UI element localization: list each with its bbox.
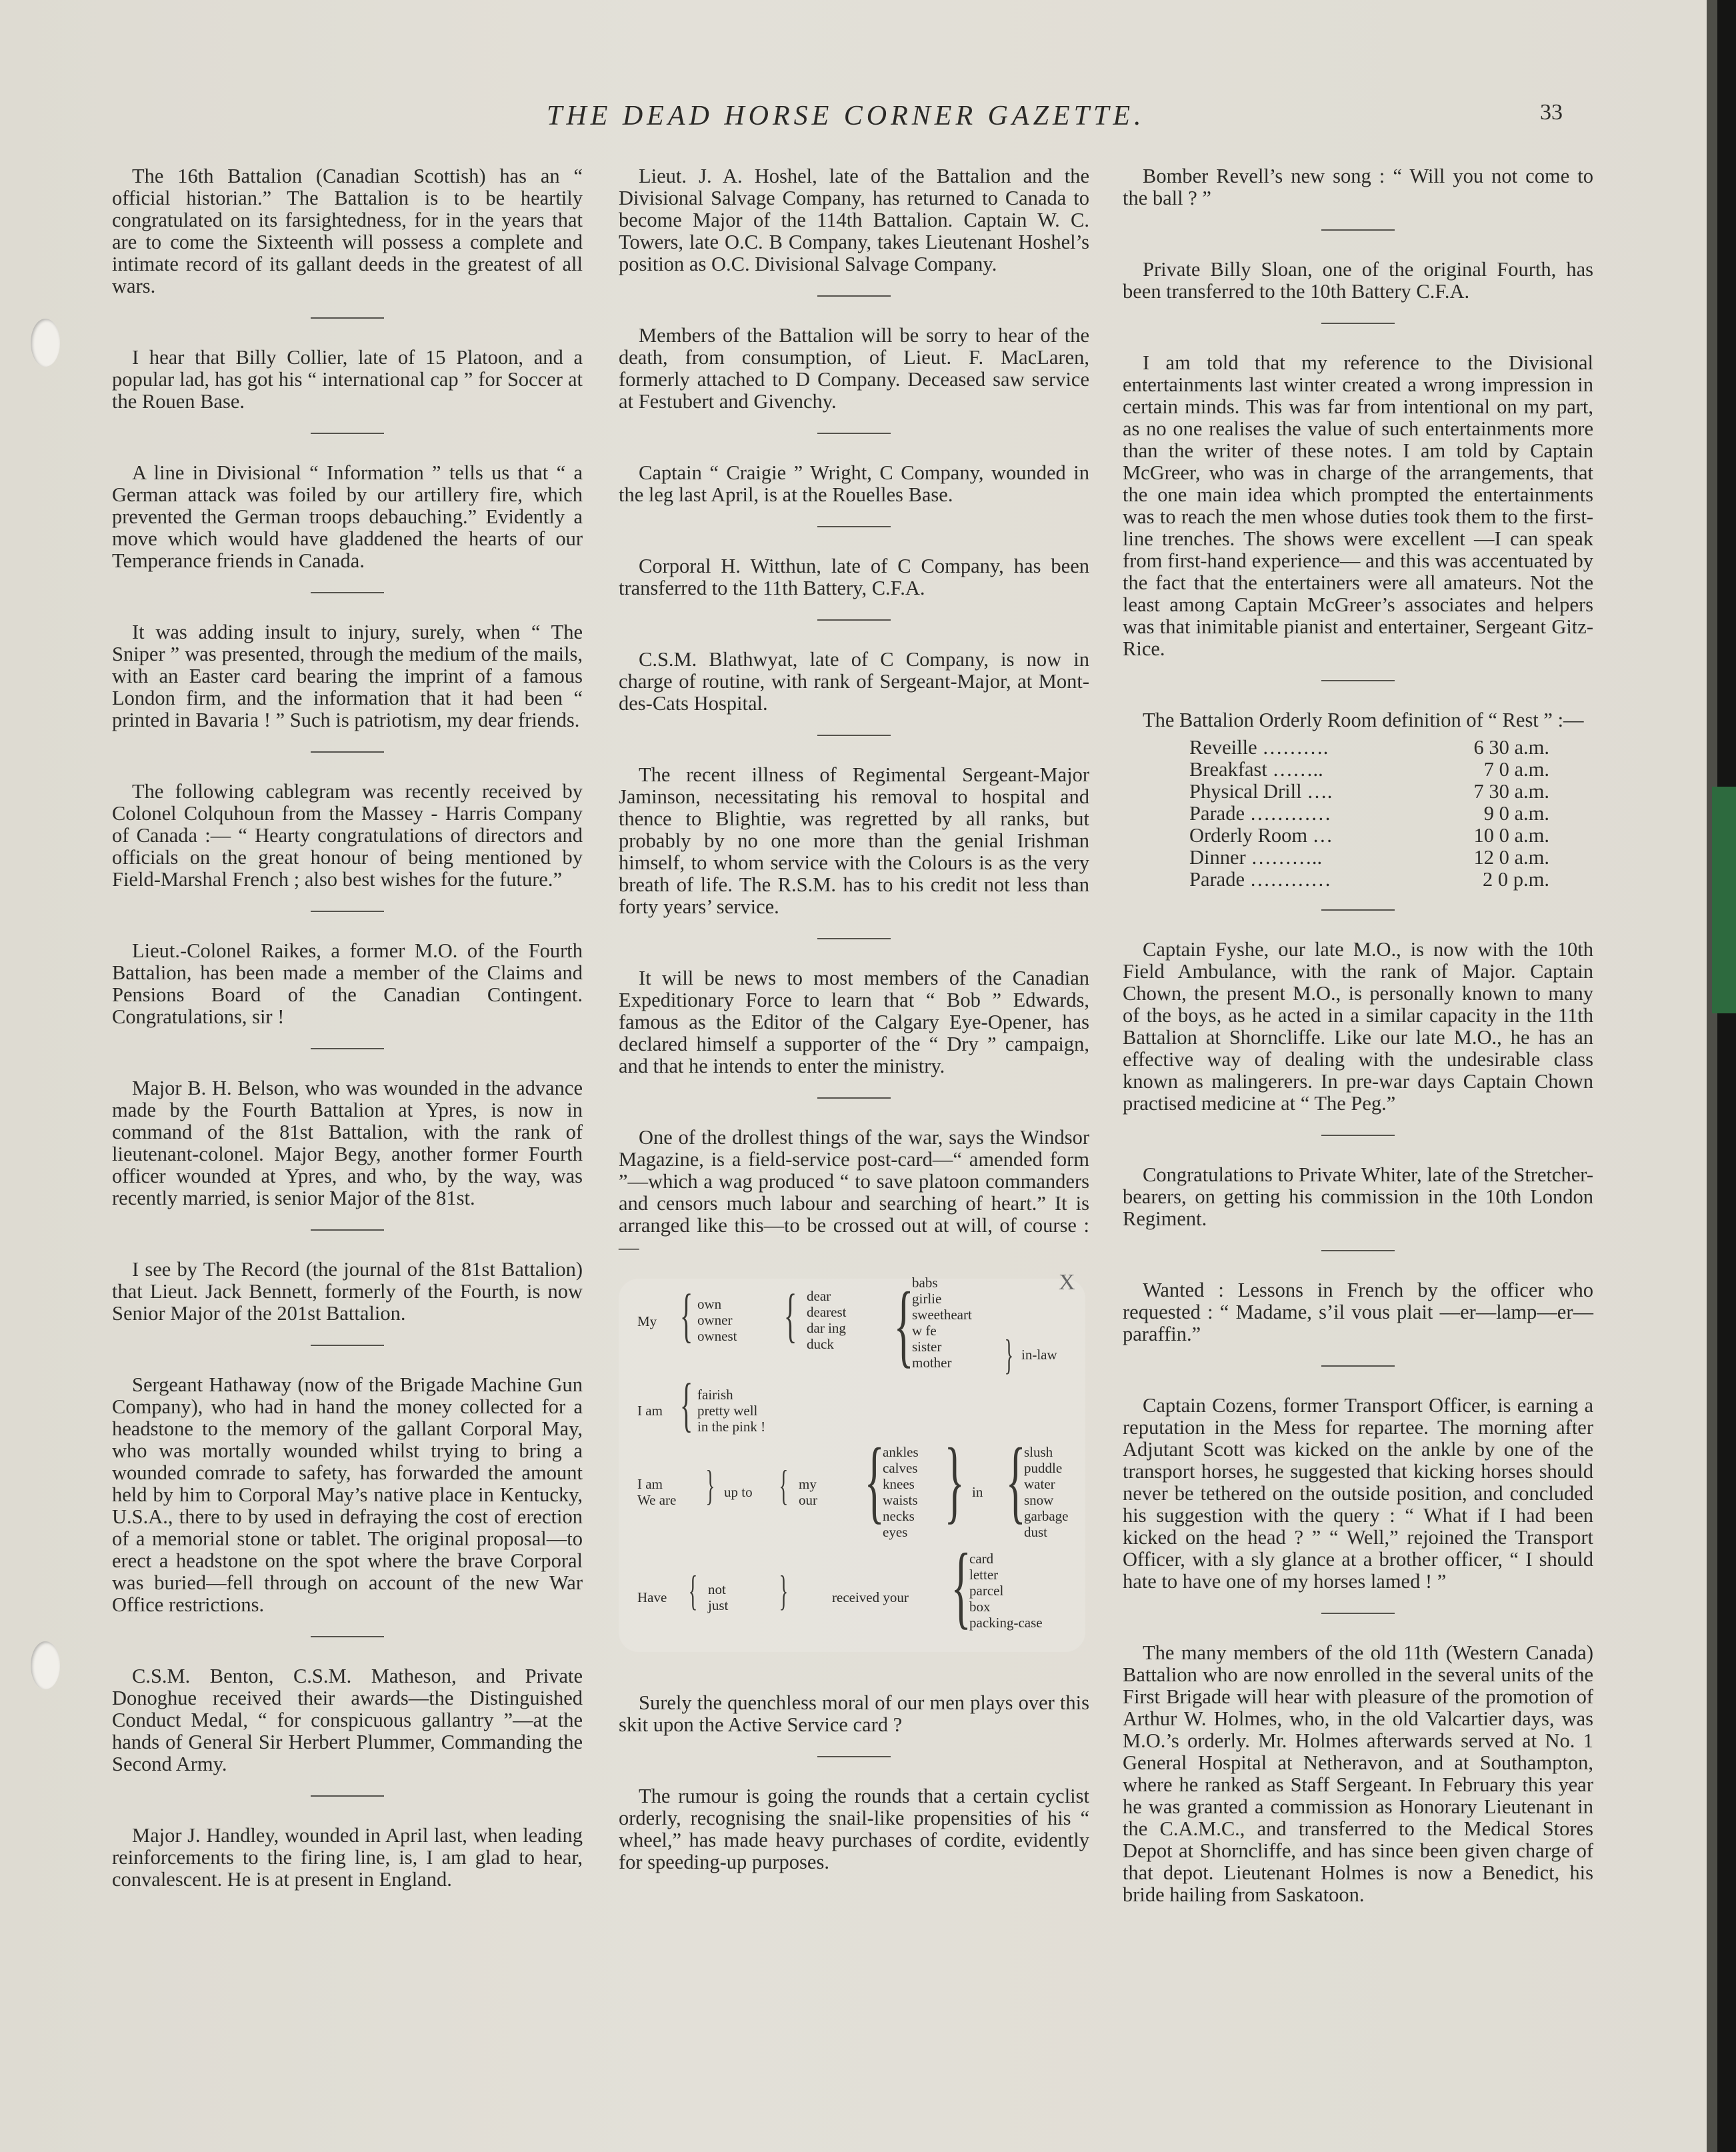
paragraph: Members of the Battalion will be sorry to hear of the death, from consumption, of Lieut. F. MacLaren, formerly attached to D Company. Deceased saw service at Festubert and Givenchy. (619, 324, 1089, 413)
separator-rule (1321, 323, 1395, 324)
paragraph: The rumour is going the rounds that a certain cyclist orderly, recognising the snail-like propensities of his “ wheel,” has made heavy purchases of cordite, evidently for speeding-up purposes. (619, 1785, 1089, 1873)
paragraph: Captain Cozens, former Transport Officer, is earning a reputation in the Mess for repartee. The morning after Adjutant Scott was kicked on the ankle by one of the transport horses, he suggested that kicking horses should never be tethered on the outside position, and concluded his suggestion with the query : “ What if I had been kicked on the head ? ” “ Well,” rejoined the Transport Officer, with a sly glance at a brother officer, “ I should hate to have one of my horses lamed ! ” (1123, 1394, 1593, 1593)
page-title: THE DEAD HORSE CORNER GAZETTE. (547, 101, 1145, 131)
schedule-row: Physical Drill …. 7 30 a.m. (1189, 780, 1549, 803)
separator-rule (311, 911, 384, 912)
form-label: I am (637, 1476, 663, 1492)
paragraph: The recent illness of Regimental Sergeant-Major Jaminson, necessitating his removal to hospital and thence to Blightie, was regretted by all ranks, but probably by no one more than the genial Irishman himself, to whom service with the Colours is as the very breath of life. The R.S.M. has to his credit not less than forty years’ service. (619, 763, 1089, 918)
paragraph: Private Billy Sloan, one of the original Fourth, has been transferred to the 10th Battery C.F.A. (1123, 258, 1593, 303)
paragraph: I see by The Record (the journal of the 81st Battalion) that Lieut. Jack Bennett, formerly of the Fourth, is now Senior Major of the 201st Battalion. (112, 1258, 583, 1325)
separator-rule (311, 433, 384, 434)
separator-rule (817, 526, 891, 527)
separator-rule (311, 1636, 384, 1637)
separator-rule (311, 317, 384, 319)
separator-rule (817, 1756, 891, 1757)
left-brace-icon: { (893, 1273, 914, 1377)
paragraph: Major B. H. Belson, who was wounded in the advance made by the Fourth Battalion at Ypres, is now in command of the 81st Battalion, with the rank of lieutenant-colonel. Major Begy, another former Fourth officer wounded at Ypres, and who, by the way, was recently married, is senior Major of the 81st. (112, 1077, 583, 1209)
paragraph: The following cablegram was recently received by Colonel Colquhoun from the Massey - Harris Company of Canada :— “ Hearty congratulations of directors and officials on the great honour of being mentioned by Field-Marshal French ; also best wishes for the future.” (112, 780, 583, 891)
paragraph: C.S.M. Benton, C.S.M. Matheson, and Private Donoghue received their awards—the Distinguished Conduct Medal, “ for conspicuous gallantry ”—at the hands of General Sir Herbert Plummer, Commanding the Second Army. (112, 1665, 583, 1775)
right-brace-icon: } (944, 1429, 965, 1533)
paragraph: A line in Divisional “ Information ” tells us that “ a German attack was foiled by our artillery fire, which prevented the German troops debauching.” Evidently a move which would have gladdened the hearts of our Temperance friends in Canada. (112, 461, 583, 572)
column-1 (112, 165, 583, 1911)
paragraph: I am told that my reference to the Divisional entertainments last winter created a wrong impression in certain minds. This was far from intentional on my part, as no one realises the value of such entertainments more than the writer of these notes. I am told by Captain McGreer, who was in charge of the arrangements, that the one main idea which prompted the entertainments was to reach the men whose duties took them to the first-line trenches. The shows were excellent —I can speak from first-hand experience— and this was accentuated by the fact that the entertainers were all amateurs. Not the least among Captain McGreer’s associates and helpers was that inimitable pianist and entertainer, Sergeant Gitz-Rice. (1123, 351, 1593, 660)
left-brace-icon: { (951, 1535, 971, 1638)
separator-rule (1321, 1250, 1395, 1251)
separator-rule (311, 1048, 384, 1049)
rest-schedule (1189, 737, 1549, 891)
form-label: We are (637, 1492, 677, 1508)
separator-rule (1321, 229, 1395, 231)
pencil-mark: X (1059, 1270, 1075, 1295)
separator-rule (817, 735, 891, 736)
separator-rule (1321, 680, 1395, 681)
separator-rule (311, 1345, 384, 1346)
paragraph: Congratulations to Private Whiter, late of the Stretcher-bearers, on getting his commission in the 10th London Regiment. (1123, 1163, 1593, 1230)
separator-rule (817, 938, 891, 939)
separator-rule (311, 1795, 384, 1797)
paragraph: Wanted : Lessons in French by the officer who requested : “ Madame, s’il vous plait —er—lamp—er—paraffin.” (1123, 1279, 1593, 1345)
paragraph: The many members of the old 11th (Western Canada) Battalion who are now enrolled in the several units of the First Brigade will hear with pleasure of the promotion of Arthur W. Holmes, who, in the old Valcartier days, was M.O.’s orderly. Mr. Holmes afterwards served at No. 1 General Hospital at Netheravon, and at Southampton, where he ranked as Staff Sergeant. In February this year he was granted a commission as Honorary Lieutenant in the C.A.M.C., and transferred to the Medical Stores Depot at Shorncliffe, and has since been given charge of that depot. Lieutenant Holmes is now a Benedict, his bride hailing from Saskatoon. (1123, 1641, 1593, 1906)
left-brace-icon: { (864, 1429, 885, 1533)
separator-rule (1321, 909, 1395, 911)
paragraph: Major J. Handley, wounded in April last, when leading reinforcements to the firing line, is, I am glad to hear, convalescent. He is at present in England. (112, 1824, 583, 1891)
paragraph: The 16th Battalion (Canadian Scottish) has an “ official historian.” The Battalion is to be heartily congratulated on its farsightedness, for in the years that are to come the Sixteenth will possess a complete and intimate record of its gallant deeds in the greatest of all wars. (112, 165, 583, 297)
paragraph: Sergeant Hathaway (now of the Brigade Machine Gun Company), who had in hand the money collected for a headstone to the memory of the gallant Corporal May, who was mortally wounded whilst trying to bring a wounded comrade to safety, has forwarded the amount held by him to Corporal May’s native place in Kentucky, U.S.A., there to by used in defraying the cost of erection of a memorial stone or tablet. The original proposal—to erect a headstone on the spot where the brave Corporal was buried—fell through on account of the new War Office restrictions. (112, 1373, 583, 1616)
separator-rule (311, 592, 384, 593)
paragraph: Surely the quenchless moral of our men plays over this skit upon the Active Service card ? (619, 1691, 1089, 1736)
paragraph: It will be news to most members of the Canadian Expeditionary Force to learn that “ Bob ” Edwards, famous as the Editor of the Calgary Eye-Opener, has declared himself a supporter of the “ Dry ” campaign, and that he intends to enter the ministry. (619, 967, 1089, 1077)
column-3 (1123, 165, 1593, 1926)
separator-rule (817, 295, 891, 297)
left-brace-icon: { (679, 1283, 693, 1349)
schedule-row: Parade ………… 2 0 p.m. (1189, 868, 1549, 891)
right-brace-icon: } (1004, 1331, 1014, 1378)
paragraph: I hear that Billy Collier, late of 15 Platoon, and a popular lad, has got his “ international cap ” for Soccer at the Rouen Base. (112, 346, 583, 413)
paragraph: Corporal H. Witthun, late of C Company, has been transferred to the 11th Battery, C.F.A. (619, 555, 1089, 599)
paragraph: Bomber Revell’s new song : “ Will you not come to the ball ? ” (1123, 165, 1593, 209)
left-brace-icon: { (688, 1567, 698, 1614)
binding-hole (31, 319, 60, 367)
paragraph: Lieut. J. A. Hoshel, late of the Battalion and the Divisional Salvage Company, has returned to Canada to become Major of the 114th Battalion. Captain W. C. Towers, late O.C. B Company, takes Lieutenant Hoshel’s position as O.C. Divisional Salvage Company. (619, 165, 1089, 275)
form-label: My (637, 1313, 657, 1329)
paragraph: Lieut.-Colonel Raikes, a former M.O. of the Fourth Battalion, has been made a member of the Claims and Pensions Board of the Canadian Contingent. Congratulations, sir ! (112, 939, 583, 1028)
left-brace-icon: { (1005, 1429, 1026, 1533)
separator-rule (1321, 1365, 1395, 1367)
field-service-postcard: X My { own owner ownest { dear dearest dar ing duck { babs girlie sweetheart w fe sister mother } in-law I am { fairish pretty well in the pink ! I am We are } up to { my our { ankles calves knees waists necks eyes } in { slush puddle water snow garbage dust Have { not just } received your { card letter parcel box packing-case (619, 1279, 1085, 1652)
schedule-row: Orderly Room … 10 0 a.m. (1189, 824, 1549, 847)
schedule-row: Parade ………… 9 0 a.m. (1189, 802, 1549, 825)
scan-edge (1707, 0, 1717, 2152)
separator-rule (817, 433, 891, 434)
page-number: 33 (1540, 100, 1563, 125)
binding-hole (31, 1641, 60, 1689)
schedule-row: Breakfast …….. 7 0 a.m. (1189, 758, 1549, 781)
separator-rule (311, 751, 384, 753)
left-brace-icon: { (679, 1372, 693, 1438)
scan-edge (1717, 0, 1736, 2152)
paragraph: Captain Fyshe, our late M.O., is now with the 10th Field Ambulance, with the rank of Major. Captain Chown, the present M.O., is personally known to many of the boys, as he acted in a similar capacity in the 11th Battalion at Shorncliffe. Like our late M.O., he has an effective way of dealing with the undesirable class known as malingerers. In pre-war days Captain Chown practised medicine at “ The Peg.” (1123, 938, 1593, 1115)
separator-rule (817, 1097, 891, 1099)
schedule-row: Reveille ………. 6 30 a.m. (1189, 736, 1549, 759)
page-tab-marker (1712, 787, 1736, 1013)
left-brace-icon: { (783, 1283, 797, 1349)
separator-rule (1321, 1135, 1395, 1136)
paragraph: Captain “ Craigie ” Wright, C Company, wounded in the leg last April, is at the Rouelles Base. (619, 461, 1089, 506)
form-label: I am (637, 1403, 663, 1419)
separator-rule (817, 619, 891, 621)
right-brace-icon: } (705, 1461, 715, 1509)
paragraph: C.S.M. Blathwyat, late of C Company, is now in charge of routine, with rank of Sergeant-Major, at Mont-des-Cats Hospital. (619, 648, 1089, 715)
right-brace-icon: } (779, 1567, 789, 1614)
column-2 (619, 165, 1089, 1893)
left-brace-icon: { (779, 1461, 789, 1509)
separator-rule (1321, 1613, 1395, 1614)
paragraph: It was adding insult to injury, surely, when “ The Sniper ” was presented, through the medium of the mails, with an Easter card bearing the imprint of a famous London firm, and the information that it had been “ printed in Bavaria ! ” Such is patriotism, my dear friends. (112, 621, 583, 731)
separator-rule (311, 1229, 384, 1231)
form-label: Have (637, 1589, 667, 1605)
schedule-row: Dinner ……….. 12 0 a.m. (1189, 846, 1549, 869)
paragraph: One of the drollest things of the war, says the Windsor Magazine, is a field-service post-card—“ amended form ”—which a wag produced “ to save platoon commanders and censors much labour and searching of heart.” It is arranged like this—to be crossed out at will, of course :— (619, 1126, 1089, 1259)
paragraph: The Battalion Orderly Room definition of “ Rest ” :— (1143, 709, 1584, 731)
